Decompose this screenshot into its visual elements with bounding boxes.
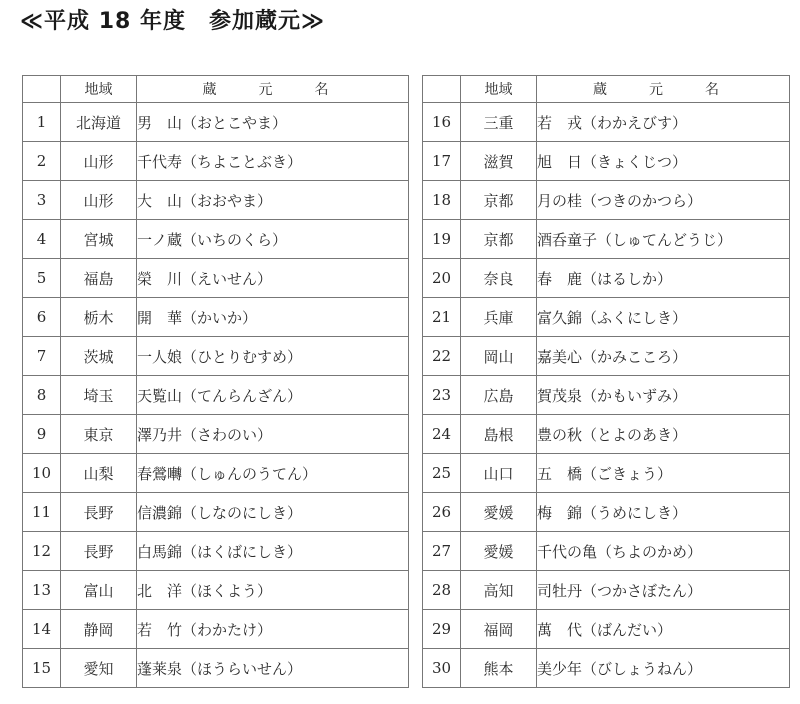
row-number: 22	[423, 337, 461, 376]
row-brewery-name: 美少年（びしょうねん）	[537, 649, 790, 688]
table-row	[423, 181, 790, 220]
row-region: 愛知	[61, 649, 137, 688]
row-number: 1	[23, 103, 61, 142]
row-brewery-name: 梅 錦（うめにしき）	[537, 493, 790, 532]
row-region: 福岡	[461, 610, 537, 649]
page-title: ≪平成 18 年度 参加蔵元≫	[20, 9, 325, 34]
table-header	[423, 76, 790, 103]
table-row	[423, 571, 790, 610]
header-number	[423, 76, 461, 103]
header-region: 地域	[61, 76, 137, 103]
row-brewery-name: 大 山（おおやま）	[137, 181, 409, 220]
row-brewery-name: 千代寿（ちよことぶき）	[137, 142, 409, 181]
row-number: 15	[23, 649, 61, 688]
table-row	[23, 298, 409, 337]
table-row	[23, 220, 409, 259]
table-row	[423, 337, 790, 376]
table-row	[423, 415, 790, 454]
table-row	[423, 142, 790, 181]
table-row	[23, 142, 409, 181]
table-row	[23, 454, 409, 493]
row-brewery-name: 一ノ蔵（いちのくら）	[137, 220, 409, 259]
row-number: 9	[23, 415, 61, 454]
row-brewery-name: 春 鹿（はるしか）	[537, 259, 790, 298]
row-region: 静岡	[61, 610, 137, 649]
row-region: 愛媛	[461, 493, 537, 532]
table-row	[23, 649, 409, 688]
row-region: 滋賀	[461, 142, 537, 181]
row-brewery-name: 五 橋（ごきょう）	[537, 454, 790, 493]
row-number: 12	[23, 532, 61, 571]
table-row	[23, 532, 409, 571]
row-region: 埼玉	[61, 376, 137, 415]
row-region: 熊本	[461, 649, 537, 688]
table-row	[423, 220, 790, 259]
row-region: 京都	[461, 220, 537, 259]
row-region: 長野	[61, 532, 137, 571]
row-region: 福島	[61, 259, 137, 298]
row-brewery-name: 旭 日（きょくじつ）	[537, 142, 790, 181]
row-number: 11	[23, 493, 61, 532]
row-brewery-name: 千代の亀（ちよのかめ）	[537, 532, 790, 571]
row-brewery-name: 豊の秋（とよのあき）	[537, 415, 790, 454]
row-brewery-name: 酒呑童子（しゅてんどうじ）	[537, 220, 790, 259]
table-row	[23, 181, 409, 220]
row-number: 13	[23, 571, 61, 610]
row-number: 26	[423, 493, 461, 532]
row-region: 東京	[61, 415, 137, 454]
row-region: 山梨	[61, 454, 137, 493]
row-brewery-name: 澤乃井（さわのい）	[137, 415, 409, 454]
row-number: 23	[423, 376, 461, 415]
row-region: 京都	[461, 181, 537, 220]
row-brewery-name: 白馬錦（はくばにしき）	[137, 532, 409, 571]
table-row	[423, 376, 790, 415]
row-number: 10	[23, 454, 61, 493]
row-region: 岡山	[461, 337, 537, 376]
row-number: 4	[23, 220, 61, 259]
row-number: 6	[23, 298, 61, 337]
table-row	[23, 493, 409, 532]
row-region: 山口	[461, 454, 537, 493]
table-row	[423, 298, 790, 337]
brewery-table-left	[22, 75, 409, 688]
table-row	[23, 259, 409, 298]
table-row	[423, 610, 790, 649]
row-number: 5	[23, 259, 61, 298]
row-number: 2	[23, 142, 61, 181]
row-brewery-name: 信濃錦（しなのにしき）	[137, 493, 409, 532]
row-brewery-name: 天覧山（てんらんざん）	[137, 376, 409, 415]
header-region: 地域	[461, 76, 537, 103]
table-row	[423, 454, 790, 493]
row-brewery-name: 萬 代（ばんだい）	[537, 610, 790, 649]
table-row	[23, 415, 409, 454]
row-number: 8	[23, 376, 61, 415]
row-region: 愛媛	[461, 532, 537, 571]
row-number: 28	[423, 571, 461, 610]
header-number	[23, 76, 61, 103]
row-brewery-name: 富久錦（ふくにしき）	[537, 298, 790, 337]
row-brewery-name: 春鶯囀（しゅんのうてん）	[137, 454, 409, 493]
table-row	[423, 649, 790, 688]
row-brewery-name: 蓬莱泉（ほうらいせん）	[137, 649, 409, 688]
row-region: 島根	[461, 415, 537, 454]
row-brewery-name: 司牡丹（つかさぼたん）	[537, 571, 790, 610]
row-number: 29	[423, 610, 461, 649]
header-brewery-name: 蔵 元 名	[537, 76, 790, 103]
row-brewery-name: 北 洋（ほくよう）	[137, 571, 409, 610]
row-region: 富山	[61, 571, 137, 610]
table-row	[23, 610, 409, 649]
row-number: 16	[423, 103, 461, 142]
brewery-table-right	[422, 75, 790, 688]
row-number: 25	[423, 454, 461, 493]
table-row	[423, 493, 790, 532]
row-region: 長野	[61, 493, 137, 532]
row-region: 広島	[461, 376, 537, 415]
table-row	[23, 571, 409, 610]
row-number: 30	[423, 649, 461, 688]
row-number: 19	[423, 220, 461, 259]
row-number: 7	[23, 337, 61, 376]
table-row	[423, 532, 790, 571]
row-brewery-name: 男 山（おとこやま）	[137, 103, 409, 142]
row-number: 20	[423, 259, 461, 298]
row-brewery-name: 一人娘（ひとりむすめ）	[137, 337, 409, 376]
row-brewery-name: 月の桂（つきのかつら）	[537, 181, 790, 220]
row-number: 27	[423, 532, 461, 571]
table-row	[23, 103, 409, 142]
row-number: 3	[23, 181, 61, 220]
table-header	[23, 76, 409, 103]
row-number: 18	[423, 181, 461, 220]
row-region: 高知	[461, 571, 537, 610]
row-number: 14	[23, 610, 61, 649]
row-brewery-name: 開 華（かいか）	[137, 298, 409, 337]
row-brewery-name: 賀茂泉（かもいずみ）	[537, 376, 790, 415]
table-row	[423, 259, 790, 298]
table-row	[423, 103, 790, 142]
row-number: 17	[423, 142, 461, 181]
row-number: 21	[423, 298, 461, 337]
row-region: 兵庫	[461, 298, 537, 337]
row-region: 宮城	[61, 220, 137, 259]
row-region: 奈良	[461, 259, 537, 298]
row-brewery-name: 榮 川（えいせん）	[137, 259, 409, 298]
row-brewery-name: 若 戎（わかえびす）	[537, 103, 790, 142]
header-brewery-name: 蔵 元 名	[137, 76, 409, 103]
table-row	[23, 376, 409, 415]
row-brewery-name: 嘉美心（かみこころ）	[537, 337, 790, 376]
row-brewery-name: 若 竹（わかたけ）	[137, 610, 409, 649]
row-region: 茨城	[61, 337, 137, 376]
row-region: 山形	[61, 142, 137, 181]
row-region: 山形	[61, 181, 137, 220]
row-region: 北海道	[61, 103, 137, 142]
row-region: 三重	[461, 103, 537, 142]
row-number: 24	[423, 415, 461, 454]
row-region: 栃木	[61, 298, 137, 337]
table-row	[23, 337, 409, 376]
